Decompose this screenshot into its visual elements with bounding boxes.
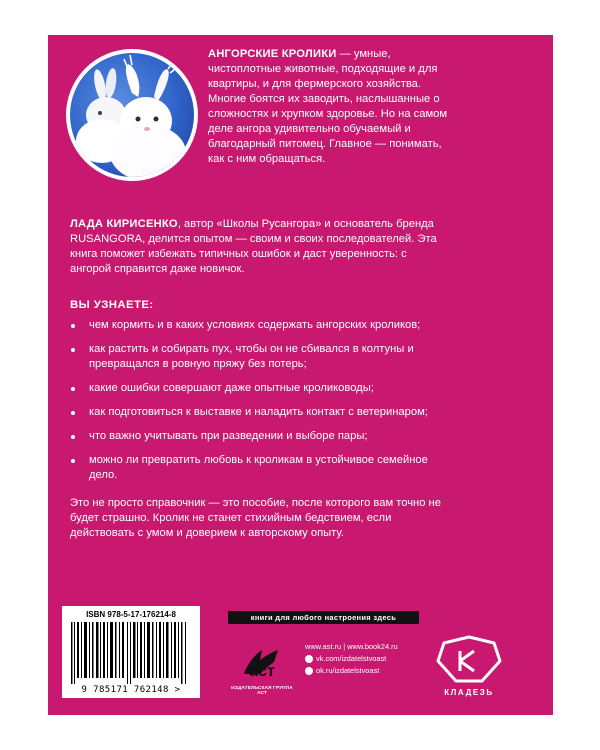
list-item: какие ошибки совершают даже опытные кролиководы; xyxy=(70,381,450,396)
vk-link: vk.com/izdatelstvoast xyxy=(316,654,387,663)
intro-paragraph xyxy=(208,47,448,167)
barcode-block xyxy=(62,606,200,698)
kladez-diamond-logo xyxy=(432,633,506,687)
isbn-label: ISBN 978-5-17-176214-8 xyxy=(86,610,176,619)
ast-logo-icon xyxy=(238,640,286,684)
imprint-name: КЛАДЕЗЬ xyxy=(444,688,494,697)
barcode-bars xyxy=(69,622,193,684)
list-item: чем кормить и в каких условиях содержать ангорских кроликов; xyxy=(70,318,450,333)
learn-heading: ВЫ УЗНАЕТЕ: xyxy=(70,299,154,311)
tagline-banner: книги для любого настроения здесь xyxy=(228,611,419,624)
vk-link-row xyxy=(305,653,435,665)
author-paragraph xyxy=(70,217,450,277)
web-link-row xyxy=(305,641,435,653)
ok-icon xyxy=(305,667,313,675)
barcode-digits: 9 785171 762148 > xyxy=(81,685,181,695)
list-item: что важно учитывать при разведении и выборе пары; xyxy=(70,429,450,444)
ast-logo-text: аст xyxy=(249,663,275,680)
list-item: как растить и собирать пух, чтобы он не сбивался в колтуны и превращался в ровную пряжу без потерь; xyxy=(70,342,450,372)
rabbits-illustration xyxy=(70,53,194,177)
author-name: ЛАДА КИРИСЕНКО xyxy=(70,218,178,230)
intro-highlight: АНГОРСКИЕ КРОЛИКИ xyxy=(208,48,337,60)
vk-icon xyxy=(305,655,313,663)
angora-rabbits-photo xyxy=(66,49,198,181)
list-item: как подготовиться к выставке и наладить контакт с ветеринаром; xyxy=(70,405,450,420)
publisher-links xyxy=(305,641,435,677)
learn-list xyxy=(70,318,450,492)
author-text: , автор «Школы Русангора» и основатель бренда RUSANGORA, делится опытом — своим и своих последователей. Эта книга поможет избежать типичных ошибок и даст уверенность: с ангорой справится даже новичок. xyxy=(70,218,437,275)
publisher-name: ИЗДАТЕЛЬСКАЯ ГРУППА АСТ xyxy=(231,686,293,696)
ok-link-row xyxy=(305,665,435,677)
ok-link: ok.ru/izdatelstvoast xyxy=(316,666,380,675)
outro-paragraph: Это не просто справочник — это пособие, после которого вам точно не будет страшно. Кролик не станет стихийным бедствием, если действовать с умом и доверием к авторскому опыту. xyxy=(70,497,441,539)
web-links: www.ast.ru | www.book24.ru xyxy=(305,642,398,651)
list-item: можно ли превратить любовь к кроликам в устойчивое семейное дело. xyxy=(70,453,450,483)
intro-text: — умные, чистоплотные животные, подходящие и для квартиры, и для фермерского хозяйства. Многие боятся их заводить, наслышанные о сложностях и хрупком здоровье. Но на самом деле ангора удивительно обучаемый и благодарный питомец. Главное — понимать, как с ним обращаться. xyxy=(208,48,448,165)
